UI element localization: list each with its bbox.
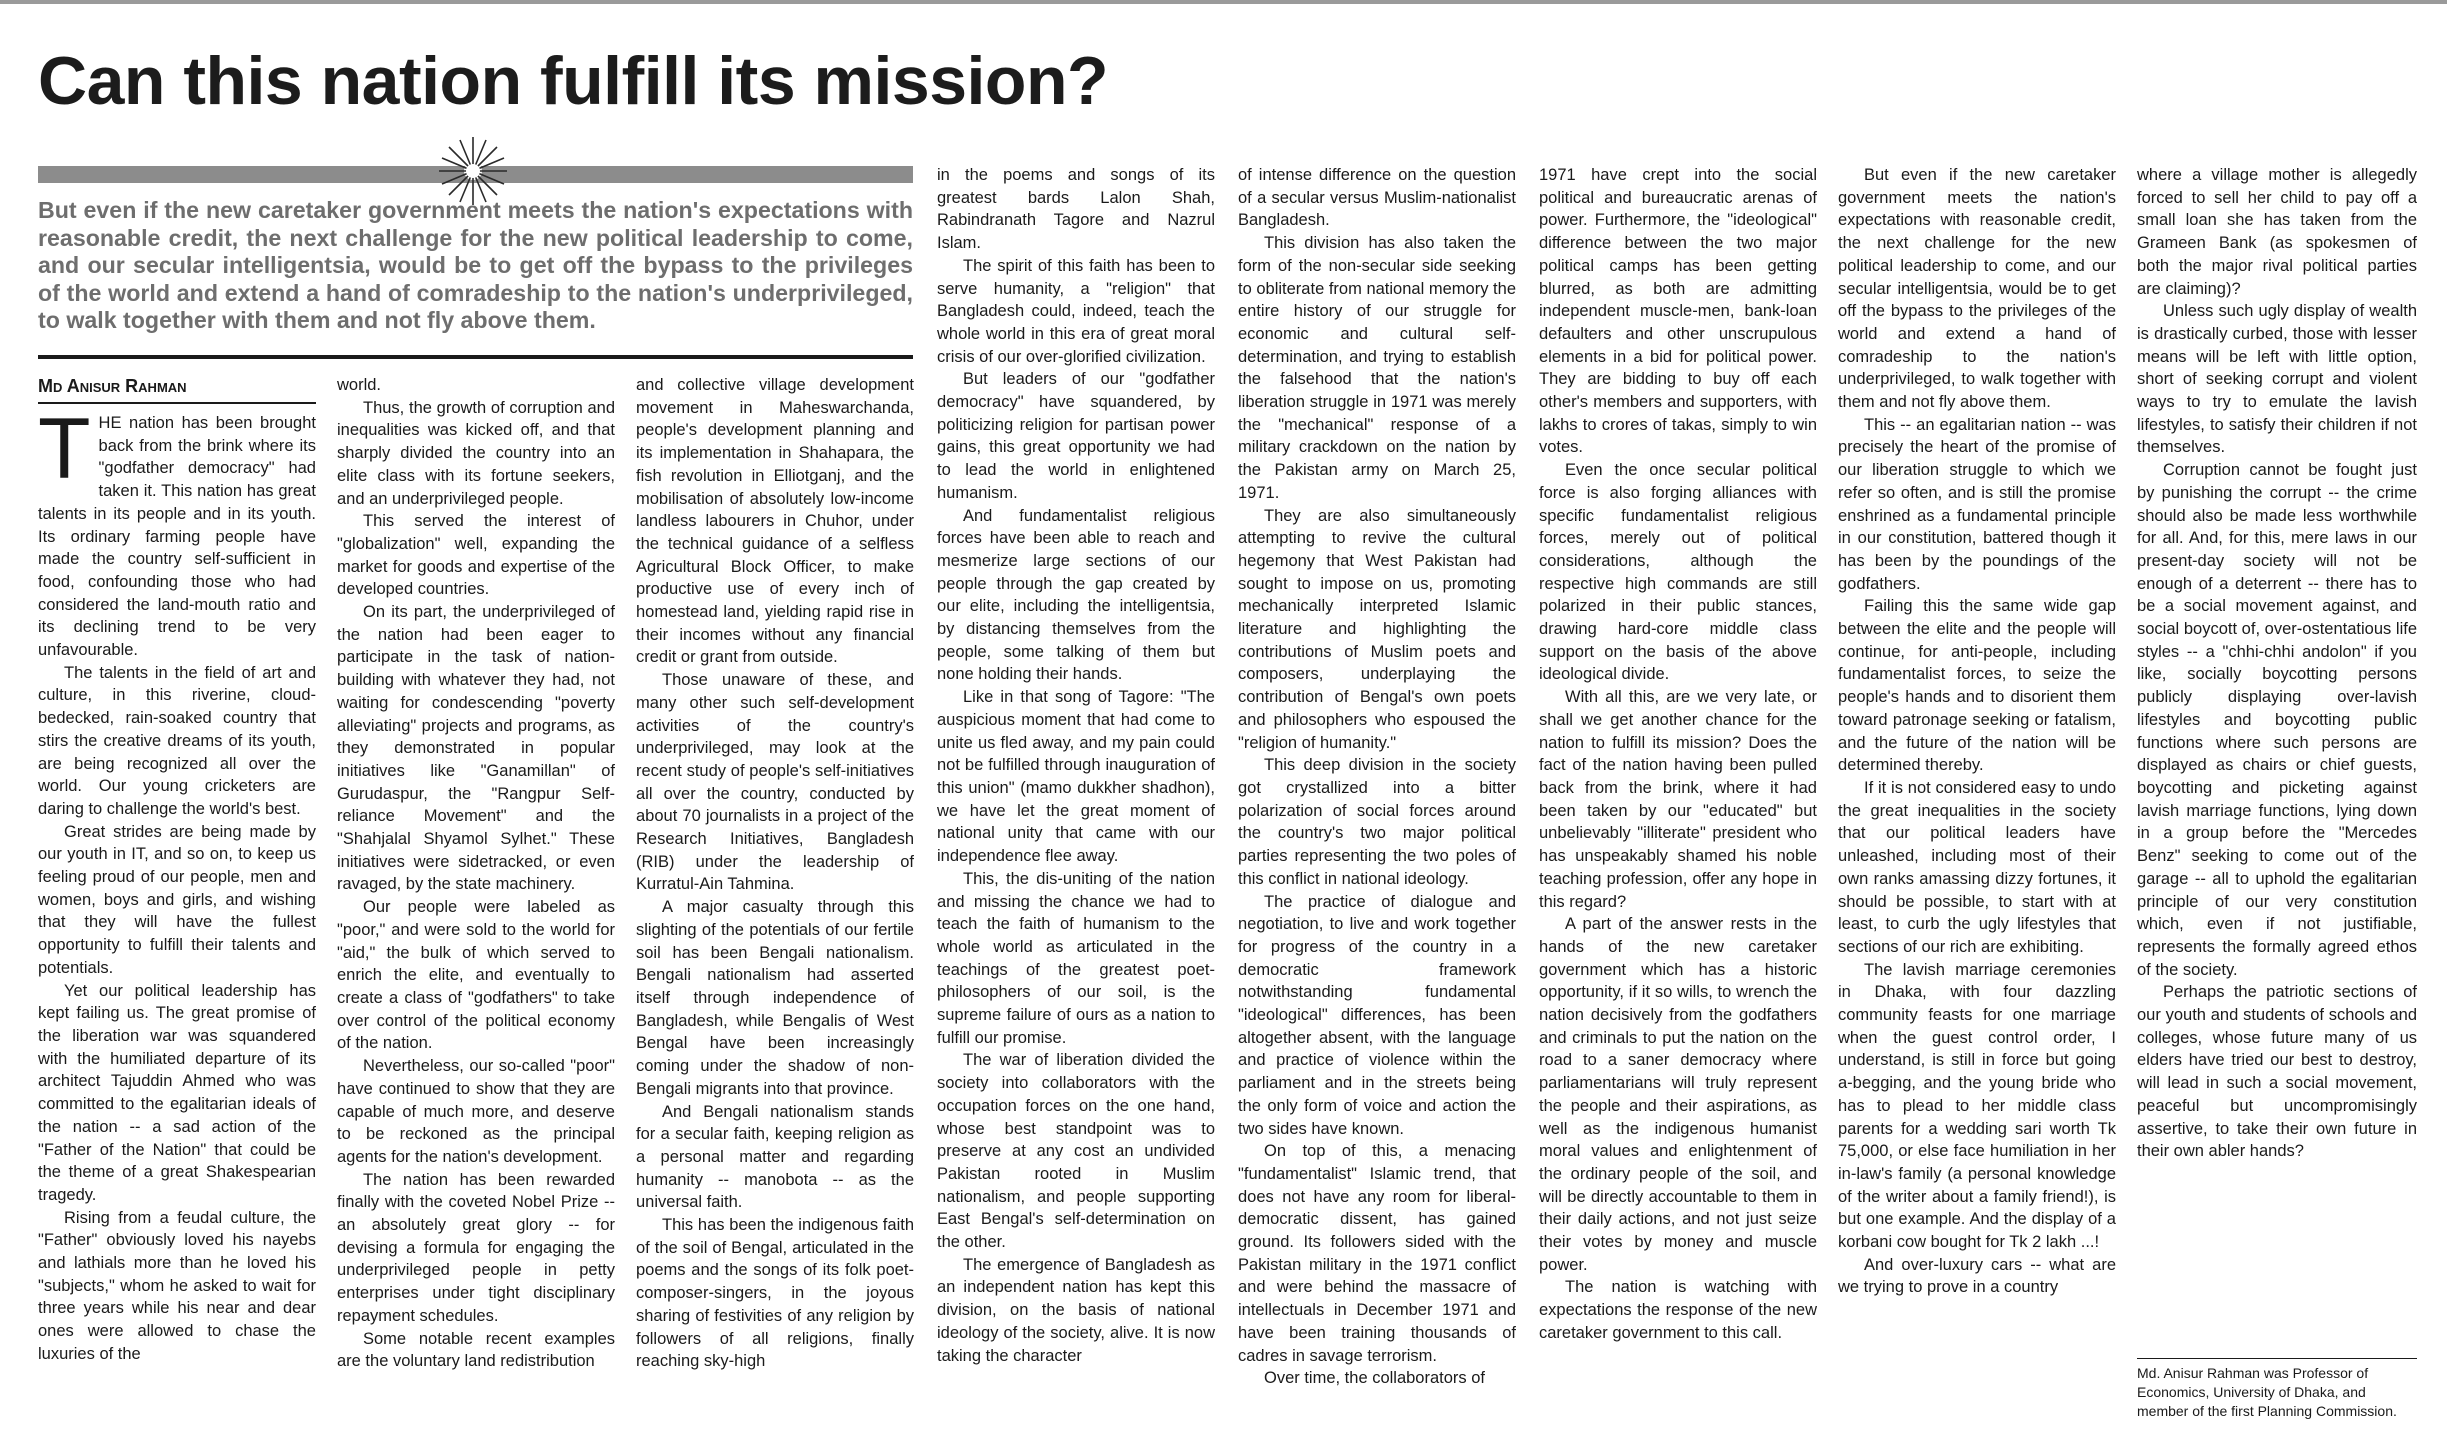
paragraph: Corruption cannot be fought just by punishing the corrupt -- the crime should also be made less worthwhile for all. And, for this, mere laws in our present-day society will not be enough of a deterrent -- there has to be a social movement against, and social boycott of, over-ostentatious life styles -- a "chhi-chhi andolon" if you like, socially boycotting persons publicly displaying over-lavish lifestyles and boycotting public functions where such persons are displayed as chairs or chief guests, boycotting and picketing against lavish marriage functions, lying down in a group before the "Mercedes Benz" seeking to come out of the garage -- all to uphold the egalitarian principle of our very constitution which, even if not justifiable, represents the formally agreed ethos of the society. [2137, 461, 2417, 979]
deck-rule [38, 355, 913, 359]
paragraph: Rising from a feudal culture, the "Father" obviously loved his nayebs and lathials more than he loved his "subjects," whom he asked to wait for three years while his near and dear ones were allowed to chase the luxuries of the [38, 1208, 316, 1363]
paragraph: world. [337, 376, 382, 394]
byline-text: Md Anisur Rahman [38, 376, 187, 396]
paragraph: Thus, the growth of corruption and inequalities was kicked off, and that sharply divided the country into an elite class with its fortune seekers, and an underprivileged people. [337, 398, 615, 508]
paragraph: But even if the new caretaker government meets the nation's expectations with reasonable credit, the next challenge for the new political leadership to come, and our secular intelligentsia, would be to get off the bypass to the privileges of the world and extend a hand of comradeship to the nation's underprivileged, to walk together with them and not fly above them. [1838, 166, 2116, 412]
byline-rule [38, 402, 316, 404]
paragraph: The practice of dialogue and negotiation, to live and work together for progress of the country in a democratic framework notwithstanding fundamental "ideological" differences, has been altogether absent, with the language and practice of violence within the parliament and in the streets being the only form of voice and action the two sides have known. [1238, 892, 1516, 1138]
paragraph: Some notable recent examples are the voluntary land redistribution [337, 1329, 615, 1371]
paragraph: The spirit of this faith has been to serve humanity, a "religion" that Bangladesh could, indeed, teach the whole world in this era of great moral crisis of our over-glorified civilization. [937, 256, 1215, 366]
paragraph: This, the dis-uniting of the nation and missing the chance we had to teach the faith of humanism to the whole world as articulated in the teachings of the greatest poet-philosophers of our soil, is the supreme failure of ours as a nation to fulfill our promise. [937, 869, 1215, 1047]
paragraph: With all this, are we very late, or shall we get another chance for the nation to fulfill its mission? Does the fact of the nation having been pulled back from the brink, where it had been taken by our "educated" but unbelievably "illiterate" president who has unspeakably shamed his noble teaching profession, offer any hope in this regard? [1539, 688, 1817, 911]
paragraph: 1971 have crept into the social political and bureaucratic arenas of power. Furthermore, the "ideological" difference between the two major political camps has been getting blurred, as both are admitting independent muscle-men, bank-loan defaulters and other unscrupulous elements in a bid for political power. They are bidding to buy off each other's members and supporters, with lakhs to crores of takas, simply to win votes. [1539, 166, 1817, 457]
paragraph: Nevertheless, our so-called "poor" have continued to show that they are capable of much more, and deserve to be reckoned as the principal agents for the nation's development. [337, 1057, 615, 1166]
paragraph: Those unaware of these, and many other such self-development activities of the country's underprivileged, may look at the recent study of people's self-initiatives all over the country, conducted by about 70 journalists in a project of the Research Initiatives, Bangladesh (RIB) under the leadership of Kurratul-Ain Tahmina. [636, 671, 914, 894]
top-rule [0, 0, 2447, 4]
paragraph: This deep division in the society got crystallized into a bitter polarization of social forces around the country's two major political parties representing the two poles of this conflict in national ideology. [1238, 756, 1516, 888]
paragraph: The emergence of Bangladesh as an independent nation has kept this division, on the basis of national ideology of the society, alive. It is now taking the character [937, 1255, 1215, 1365]
paragraph: Unless such ugly display of wealth is drastically curbed, those with lesser means will be left with little option, short of seeking corrupt and violent ways to try to emulate the lavish lifestyles, to satisfy their children if not themselves. [2137, 302, 2417, 457]
paragraph: Like in that song of Tagore: "The auspicious moment that had come to unite us fled away, and my pain could not be fulfilled through inauguration of this union" (mamo dukkher shadhon), we have let the great moment of national unity that came with our independence flee away. [937, 688, 1215, 866]
headline: Can this nation fulfill its mission? [38, 43, 1109, 119]
article-column-5 [1238, 164, 1516, 1432]
paragraph: in the poems and songs of its greatest bards Lalon Shah, Rabindranath Tagore and Nazrul Islam. [937, 166, 1215, 253]
paragraph: And over-luxury cars -- what are we trying to prove in a country [1838, 1255, 2116, 1297]
paragraph: This division has also taken the form of the non-secular side seeking to obliterate from national memory the entire history of our struggle for economic and cultural self-determination, and trying to establish the falsehood that the nation's liberation struggle in 1971 was merely the "mechanical" response of a military crackdown on the nation by the Pakistan army on March 25, 1971. [1238, 234, 1516, 502]
paragraph: Our people were labeled as "poor," and were sold to the world for "aid," the bulk of which served to enrich the elite, and eventually to create a class of "godfathers" to take over control of the political economy of the nation. [337, 898, 615, 1053]
paragraph: And Bengali nationalism stands for a secular faith, keeping religion as a personal matter and regarding humanity -- manobota -- as the universal faith. [636, 1102, 914, 1212]
paragraph: The lavish marriage ceremonies in Dhaka, with four dazzling community feasts for one marriage when the guest control order, I understand, is still in force but going a-begging, and the young bride who has to plead to her middle class parents for a wedding sari worth Tk 75,000, or else face humiliation in her in-law's family (a personal knowledge of the writer about a family friend!), is but one example. And the display of a korbani cow bought for Tk 2 lakh ...! [1838, 960, 2116, 1252]
paragraph: Failing this the same wide gap between the elite and the people will continue, for anti-people, including fundamentalist forces, to seize the people's hands and to disorient them toward patronage seeking or fatalism, and the future of the nation will be determined thereby. [1838, 597, 2116, 775]
article-column-1 [38, 412, 316, 1432]
paragraph: Yet our political leadership has kept failing us. The great promise of the liberation war was squandered with the humiliated departure of its architect Tajuddin Ahmed who was committed to the egalitarian ideals of the nation -- a sad action of the "Father of the Nation" that could be the theme of a great Shakespearian tragedy. [38, 981, 316, 1204]
drop-cap: T [38, 412, 91, 497]
author-note-rule [2137, 1358, 2417, 1359]
paragraph: The war of liberation divided the society into collaborators with the occupation forces on the one hand, whose best standpoint was to preserve at any cost an undivided Pakistan rooted in Muslim nationalism, and people supporting East Bengal's self-determination on the other. [937, 1051, 1215, 1252]
paragraph: Great strides are being made by our youth in IT, and so on, to keep us feeling proud of our people, men and women, boys and girls, and wishing that they will have the fullest opportunity to fulfill their talents and potentials. [38, 822, 316, 977]
paragraph: On top of this, a menacing "fundamentalist" Islamic trend, that does not have any room for liberal-democratic dissent, has gained ground. Its followers sided with the Pakistan military in the 1971 conflict and were behind the massacre of intellectuals in December 1971 and have been training thousands of cadres in savage terrorism. [1238, 1142, 1516, 1365]
paragraph: But leaders of our "godfather democracy" have squandered, by politicizing religion for partisan power gains, this great opportunity we had to lead the world in enlightened humanism. [937, 370, 1215, 502]
paragraph: A part of the answer rests in the hands of the new caretaker government which has a historic opportunity, if it so wills, to wrench the nation decisively from the godfathers and criminals to put the nation on the road to a saner democracy where parliamentarians will truly represent the people and their aspirations, as well as the indigenous humanist moral values and enlightenment of the ordinary people of the soil, and will be directly accountable to them in their daily actions, and not just seize their votes by money and muscle power. [1539, 915, 1817, 1274]
article-column-2 [337, 374, 615, 1432]
paragraph: They are also simultaneously attempting to revive the cultural hegemony that West Pakistan had sought to impose on us, promoting mechanically interpreted Islamic literature and highlighting the contributions of Muslim poets and composers, underplaying the contribution of Bengal's own poets and philosophers who espoused the "religion of humanity." [1238, 506, 1516, 752]
article-column-8 [2137, 164, 2417, 1354]
byline [38, 374, 328, 398]
paragraph: Over time, the collaborators of [1264, 1369, 1486, 1388]
paragraph: This -- an egalitarian nation -- was precisely the heart of the promise of our liberation struggle to which we refer so often, and is still the promise enshrined as a fundamental principle in our constitution, battered though it has been by the poundings of the godfathers. [1838, 415, 2116, 593]
paragraph: Even the once secular political force is also forging alliances with specific fundamentalist religious forces, merely out of political considerations, although the respective high commands are still polarized in their public stances, drawing hard-core middle class support on the basis of the above ideological divide. [1539, 461, 1817, 684]
paragraph: This served the interest of "globalization" well, expanding the market for goods and expertise of the developed countries. [337, 512, 615, 599]
paragraph: and collective village development movement in Maheswarchanda, people's development planning and its implementation in Shahapara, the fish revolution in Elliotganj, and the mobilisation of absolutely low-income landless labourers in Chuhor, under the technical guidance of a selfless Agricultural Block Officer, to make productive use of every inch of homestead land, yielding rapid rise in their incomes without any financial credit or grant from outside. [636, 376, 914, 667]
paragraph: The nation has been rewarded finally with the coveted Nobel Prize -- an absolutely great glory -- for devising a formula for engaging the underprivileged people in petty enterprises under tight disciplinary repayment schedules. [337, 1170, 615, 1325]
paragraph-text: HE nation has been brought back from the brink where its "godfather democracy" had taken it. This nation has great talents in its people and in its youth. Its ordinary farming people have made the country self-sufficient in food, confounding those who had considered the land-mouth ratio and its declining trend to be very unfavourable. [38, 414, 316, 660]
paragraph [38, 412, 316, 662]
paragraph: of intense difference on the question of a secular versus Muslim-nationalist Bangladesh. [1238, 166, 1516, 230]
paragraph: And fundamentalist religious forces have been able to reach and mesmerize large sections of our people through the gap created by our elite, including the intelligentsia, by distancing themselves from the people, some talking of them but none holding their hands. [937, 506, 1215, 684]
article-column-3 [636, 374, 914, 1432]
deck: But even if the new caretaker government meets the nation's expectations with reasonable credit, the next challenge for the new political leadership to come, and our secular intelligentsia, would be to get off the bypass to the privileges of the world and extend a hand of comradeship to the nation's underprivileged, to walk together with them and not fly above them. [38, 197, 913, 333]
article-column-6 [1539, 164, 1817, 1432]
paragraph: This has been the indigenous faith of the soil of Bengal, articulated in the poems and the songs of its folk poet-composer-singers, in the joyous sharing of festivities of any religion by followers of all religions, finally reaching sky-high [636, 1216, 914, 1371]
paragraph: where a village mother is allegedly forced to sell her child to pay off a small loan she has taken from the Grameen Bank (as spokesmen of both the major rival political parties are claiming)? [2137, 166, 2417, 298]
paragraph: On its part, the underprivileged of the nation had been eager to participate in the task of nation-building with whatever they had, not waiting for condescending "poverty alleviating" projects and programs, as they demonstrated in popular initiatives like "Ganamillan" of Gurudaspur, the "Rangpur Self-reliance Movement" and the "Shahjalal Shyamol Sylhet." These initiatives were sidetracked, or even ravaged, by the state machinery. [337, 603, 615, 894]
article-column-7 [1838, 164, 2116, 1432]
article-column-4 [937, 164, 1215, 1432]
paragraph: A major casualty through this slighting of the potentials of our fertile soil has been Bengali nationalism. Bengali nationalism had asserted itself through independence of Bangladesh, while Bengalis of West Bengal have been increasingly coming under the shadow of non-Bengali migrants into that province. [636, 898, 914, 1098]
author-note: Md. Anisur Rahman was Professor of Economics, University of Dhaka, and member of the first Planning Commission. [2137, 1365, 2397, 1419]
paragraph: If it is not considered easy to undo the great inequalities in the society that our political leaders have unleashed, including most of their own ranks amassing dizzy fortunes, it should be possible, to start with at least, to curb the ugly lifestyles that sections of our rich are exhibiting. [1838, 778, 2116, 956]
paragraph: The nation is watching with expectations the response of the new caretaker government to this call. [1539, 1278, 1817, 1342]
paragraph: Perhaps the patriotic sections of our youth and students of schools and colleges, whose future many of us elders have tried our best to destroy, will lead in such a social movement, peaceful but uncompromisingly assertive, to take their own future in their own abler hands? [2137, 983, 2417, 1161]
paragraph: The talents in the field of art and culture, in this riverine, cloud-bedecked, rain-soaked country that stirs the creative dreams of its youth, are being recognized all over the world. Our young cricketers are daring to challenge the world's best. [38, 663, 316, 818]
